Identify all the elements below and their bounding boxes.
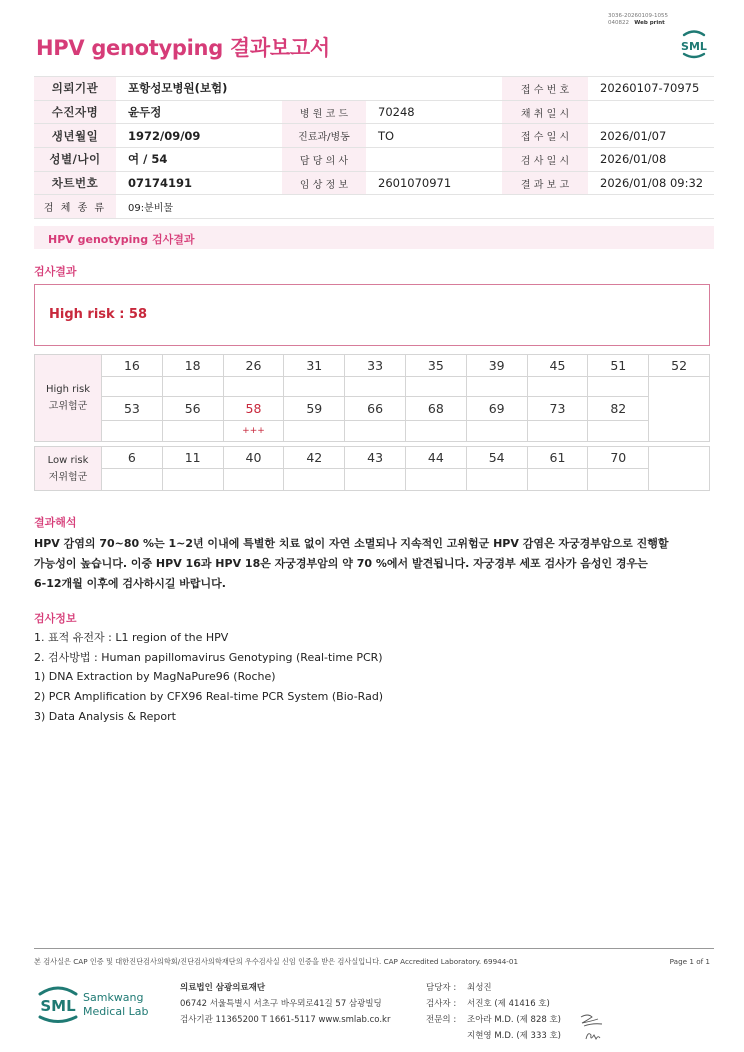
org-info <box>180 980 390 1028</box>
staff-info <box>426 980 561 1044</box>
genotype-result-cell <box>405 377 466 397</box>
test-info-item: 2) PCR Amplification by CFX96 Real-time PCR System (Bio-Rad) <box>34 690 384 704</box>
genotype-cell: 59 <box>284 397 345 421</box>
low-risk-result-row <box>35 469 710 491</box>
expert-label: 전문의 : <box>426 1015 457 1025</box>
info-row <box>34 124 714 148</box>
req-org-value: 포항성모병원(보험) <box>116 77 502 101</box>
result-summary: High risk : 58 <box>49 307 148 322</box>
org-address: 06742 서울특별시 서초구 바우뫼로41길 57 삼광빌딩 <box>180 999 382 1009</box>
dob-label: 생년월일 <box>34 124 116 148</box>
genotype-result-cell <box>527 469 588 491</box>
genotype-cell: 70 <box>588 447 649 469</box>
sml-logo-icon <box>676 26 712 62</box>
genotype-result-positive: +++ <box>223 421 284 442</box>
result-summary-box <box>34 284 710 346</box>
test-info-item: 2. 검사방법 : Human papillomavirus Genotyping (Real-time PCR) <box>34 650 383 664</box>
genotype-result-cell <box>345 377 406 397</box>
high-risk-row-2 <box>35 397 710 421</box>
collect-date-label: 채 취 일 시 <box>502 100 588 124</box>
genotype-result-cell <box>284 377 345 397</box>
name-value: 윤두정 <box>116 100 282 124</box>
genotype-result-cell <box>223 469 284 491</box>
expert-name-1: 조아라 M.D. (제 828 호) <box>467 1015 562 1025</box>
expert-name-2: 지현영 M.D. (제 333 호) <box>467 1031 562 1041</box>
clinical-value: 2601070971 <box>366 171 502 195</box>
document-code-line2: 040822 <box>608 20 630 26</box>
tester-label: 검사자 : <box>426 999 457 1009</box>
genotype-result-cell <box>466 469 527 491</box>
interpretation-line: 6-12개월 이후에 검사하시길 바랍니다. <box>34 577 226 590</box>
receipt-no-label: 접 수 번 호 <box>502 77 588 101</box>
genotype-cell: 35 <box>405 355 466 377</box>
receipt-no-value: 20260107-70975 <box>588 77 714 101</box>
test-date-label: 검 사 일 시 <box>502 148 588 172</box>
genotype-result-cell <box>527 377 588 397</box>
genotype-cell: 26 <box>223 355 284 377</box>
document-code-line1: 3036-20260109-1055 <box>608 13 668 19</box>
genotype-result-cell <box>588 469 649 491</box>
hospital-code-value: 70248 <box>366 100 502 124</box>
clinical-label: 임 상 정 보 <box>282 171 366 195</box>
genotype-result-cell <box>345 469 406 491</box>
test-info-item: 1) DNA Extraction by MagNaPure96 (Roche) <box>34 670 276 684</box>
high-risk-table <box>34 354 710 442</box>
genotype-result-cell <box>284 469 345 491</box>
genotype-cell: 6 <box>102 447 163 469</box>
genotype-result-cell <box>102 377 163 397</box>
genotype-result-cell <box>588 377 649 397</box>
logo-sml-text: SML <box>40 997 76 1015</box>
manager-name: 최성진 <box>467 983 492 993</box>
high-risk-result-row-2 <box>35 421 710 442</box>
report-date-label: 결 과 보 고 <box>502 171 588 195</box>
genotype-cell: 44 <box>405 447 466 469</box>
genotype-cell: 33 <box>345 355 406 377</box>
doctor-label: 담 당 의 사 <box>282 148 366 172</box>
dept-label: 진료과/병동 <box>282 124 366 148</box>
logo-name-line1: Samkwang <box>83 991 144 1004</box>
genotype-cell: 43 <box>345 447 406 469</box>
receipt-date-label: 접 수 일 시 <box>502 124 588 148</box>
high-risk-label-ko: 고위험군 <box>48 401 88 412</box>
genotype-result-cell <box>102 469 163 491</box>
genotype-cell: 53 <box>102 397 163 421</box>
document-code <box>608 13 668 27</box>
genotype-result-cell <box>466 377 527 397</box>
test-info-item: 3) Data Analysis & Report <box>34 709 176 723</box>
specimen-value: 09:분비물 <box>116 195 714 219</box>
genotype-cell: 31 <box>284 355 345 377</box>
doctor-value <box>366 148 502 172</box>
genotype-cell: 69 <box>466 397 527 421</box>
genotype-result-cell <box>405 469 466 491</box>
interpretation-heading: 결과해석 <box>34 516 77 529</box>
req-org-label: 의뢰기관 <box>34 77 116 101</box>
genotype-result-cell <box>527 421 588 442</box>
genotype-cell: 56 <box>162 397 223 421</box>
test-info-list <box>34 628 383 727</box>
tester-name: 서진호 (제 41416 호) <box>467 999 550 1009</box>
section-band: HPV genotyping 검사결과 <box>34 226 714 249</box>
genotype-result-cell <box>162 377 223 397</box>
hospital-code-label: 병 원 코 드 <box>282 100 366 124</box>
chart-no-value: 07174191 <box>116 171 282 195</box>
collect-date-value <box>588 100 714 124</box>
genotype-empty-cell <box>649 447 710 491</box>
genotype-cell: 16 <box>102 355 163 377</box>
genotype-cell: 51 <box>588 355 649 377</box>
high-risk-label <box>35 355 102 442</box>
report-date-value: 2026/01/08 09:32 <box>588 171 714 195</box>
high-risk-row-1 <box>35 355 710 377</box>
samkwang-logo-icon <box>36 980 160 1026</box>
low-risk-label-ko: 저위험군 <box>48 471 88 483</box>
footer-note: 본 검사실은 CAP 인증 및 대한진단검사의학회/진단검사의학재단의 우수검사실 신임 인증을 받은 검사실입니다. CAP Accredited Laboratory. 69944-01 <box>34 957 519 966</box>
test-date-value: 2026/01/08 <box>588 148 714 172</box>
genotype-result-cell <box>345 421 406 442</box>
footer-divider <box>34 948 714 949</box>
genotype-result-cell <box>466 421 527 442</box>
page-title: HPV genotyping 결과보고서 <box>36 36 330 60</box>
genotype-result-cell <box>223 377 284 397</box>
genotype-result-cell <box>405 421 466 442</box>
info-row <box>34 77 714 101</box>
genotype-cell: 61 <box>527 447 588 469</box>
high-risk-result-row-1 <box>35 377 710 397</box>
genotype-cell: 45 <box>527 355 588 377</box>
genotype-empty-cell <box>649 377 710 442</box>
manager-label: 담당자 : <box>426 983 457 993</box>
info-row <box>34 171 714 195</box>
low-risk-label <box>35 447 102 491</box>
genotype-cell: 82 <box>588 397 649 421</box>
patient-info-table <box>34 76 714 219</box>
genotype-cell: 54 <box>466 447 527 469</box>
genotype-result-cell <box>162 469 223 491</box>
org-contact: 검사기관 11365200 T 1661-5117 www.smlab.co.kr <box>180 1015 391 1025</box>
logo-name-line2: Medical Lab <box>83 1005 149 1018</box>
interpretation-line: HPV 감염의 70~80 %는 1~2년 이내에 특별한 치료 없이 자연 소멸되나 지속적인 고위험군 HPV 감염은 자궁경부암으로 진행할 <box>34 537 669 550</box>
low-risk-label-en: Low risk <box>47 454 89 466</box>
web-print-label: Web print <box>634 20 665 26</box>
result-heading: 검사결과 <box>34 265 77 278</box>
sml-logo-text: SML <box>681 40 707 53</box>
genotype-cell: 40 <box>223 447 284 469</box>
dob-value: 1972/09/09 <box>116 124 282 148</box>
genotype-cell: 68 <box>405 397 466 421</box>
sex-age-value: 여 / 54 <box>116 148 282 172</box>
low-risk-row <box>35 447 710 469</box>
info-row <box>34 195 714 219</box>
test-info-heading: 검사정보 <box>34 612 77 625</box>
signature-icon <box>578 1011 608 1043</box>
genotype-cell: 52 <box>649 355 710 377</box>
org-name: 의료법인 삼광의료재단 <box>180 983 266 993</box>
receipt-date-value: 2026/01/07 <box>588 124 714 148</box>
genotype-result-cell <box>162 421 223 442</box>
name-label: 수진자명 <box>34 100 116 124</box>
test-info-item: 1. 표적 유전자 : L1 region of the HPV <box>34 631 229 644</box>
genotype-cell: 73 <box>527 397 588 421</box>
info-row <box>34 100 714 124</box>
interpretation-line: 가능성이 높습니다. 이중 HPV 16과 HPV 18은 자궁경부암의 약 70 %에서 발견됩니다. 자궁경부 세포 검사가 음성인 경우는 <box>34 557 648 570</box>
genotype-cell: 18 <box>162 355 223 377</box>
genotype-cell: 66 <box>345 397 406 421</box>
genotype-cell-positive: 58 <box>223 397 284 421</box>
interpretation-text <box>34 534 714 594</box>
page-number: Page 1 of 1 <box>669 957 710 966</box>
high-risk-label-en: High risk <box>45 384 91 395</box>
genotype-result-cell <box>284 421 345 442</box>
genotype-cell: 42 <box>284 447 345 469</box>
genotype-cell: 39 <box>466 355 527 377</box>
genotype-result-cell <box>102 421 163 442</box>
genotype-result-cell <box>588 421 649 442</box>
specimen-label: 검 체 종 류 <box>34 195 116 219</box>
low-risk-table <box>34 446 710 491</box>
chart-no-label: 차트번호 <box>34 171 116 195</box>
genotype-cell: 11 <box>162 447 223 469</box>
sex-age-label: 성별/나이 <box>34 148 116 172</box>
info-row <box>34 148 714 172</box>
dept-value: TO <box>366 124 502 148</box>
